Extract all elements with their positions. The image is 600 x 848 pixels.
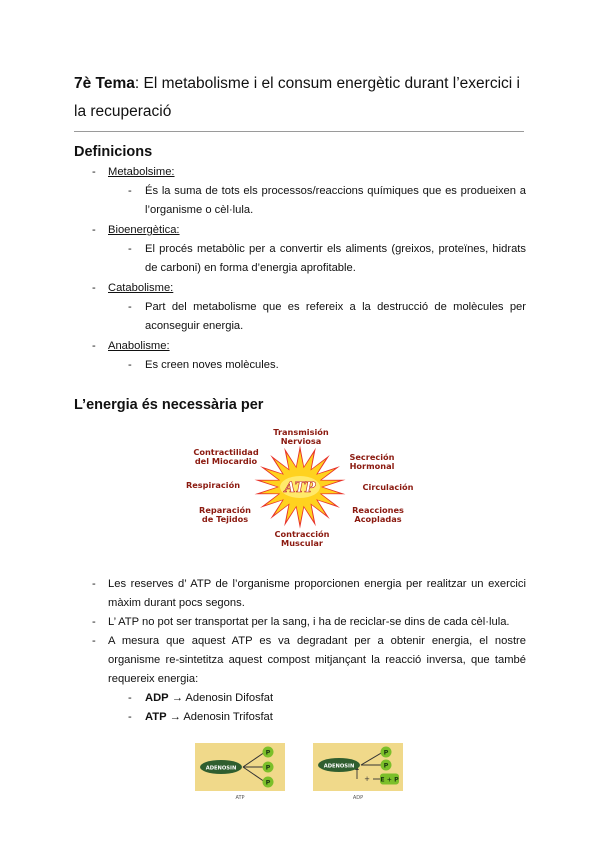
page-title xyxy=(74,70,534,126)
list-bullet: - xyxy=(92,578,96,590)
atp-center-label: ATP xyxy=(284,480,316,496)
energy-heading: L’energia és necessària per xyxy=(74,397,264,413)
label-secrecion-2: Hormonal xyxy=(349,461,395,471)
list-bullet: - xyxy=(92,224,96,236)
definition-term: Catabolisme: xyxy=(108,282,174,294)
phosphate-label: P xyxy=(265,748,271,757)
list-bullet: - xyxy=(128,243,132,255)
label-reacciones-2: Acopladas xyxy=(354,514,402,524)
molecule-caption: ATP xyxy=(235,795,245,800)
molecule-caption: ADP xyxy=(352,795,364,800)
definition-desc: És la suma de tots els processos/reaccions químiques que es produeixen a l’organisme o cèl·lula. xyxy=(145,185,526,216)
definition-term: Bioenergètica: xyxy=(108,224,180,236)
list-bullet: - xyxy=(128,711,132,723)
phosphate-label: P xyxy=(265,763,271,772)
adp-text: → Adenosin Difosfat xyxy=(168,692,274,704)
title-divider xyxy=(74,131,524,132)
adp-molecule-figure xyxy=(313,743,403,800)
energy-bullet: A mesura que aquest ATP es va degradant per a obtenir energia, el nostre organisme re-sintetitza aquest compost mitjançant la reacció inversa, que també requereix energia: xyxy=(108,635,526,685)
list-bullet: - xyxy=(128,692,132,704)
list-bullet: - xyxy=(128,359,132,371)
adenosin-label: ADENOSIN xyxy=(323,763,355,770)
energy-bullet: Les reserves d’ ATP de l’organisme proporcionen energia per realitzar un exercici màxim durant pocs segons. xyxy=(108,578,526,609)
list-bullet: - xyxy=(128,301,132,313)
label-reparacion-1: Reparación xyxy=(199,505,251,515)
label-contraccion-2: Muscular xyxy=(281,538,323,548)
label-contraccion-1: Contracción xyxy=(274,529,330,539)
adp-abbr: ADP xyxy=(145,692,169,704)
atp-abbr: ATP xyxy=(145,711,167,723)
label-secrecion-1: Secreción xyxy=(349,452,395,462)
definition-desc: Part del metabolisme que es refereix a la destrucció de molècules per aconseguir energia. xyxy=(145,301,526,332)
definition-desc: Es creen noves molècules. xyxy=(145,359,279,371)
list-bullet: - xyxy=(92,616,96,628)
label-contractilidad-2: del Miocardio xyxy=(194,456,258,466)
definition-desc: El procés metabòlic per a convertir els aliments (greixos, proteïnes, hidrats de carboni) en forma d’energia aprofitable. xyxy=(145,243,526,274)
list-bullet: - xyxy=(128,185,132,197)
sub-bullet-adp xyxy=(145,689,273,708)
label-reparacion-2: de Tejidos xyxy=(201,514,249,524)
definition-term: Anabolisme: xyxy=(108,340,170,352)
label-reacciones-1: Reacciones xyxy=(352,505,404,515)
label-circulacion: Circulación xyxy=(362,482,414,492)
phosphate-label: P xyxy=(265,778,271,787)
atp-molecule-figure xyxy=(195,743,285,800)
plus-icon: + xyxy=(364,775,370,783)
energy-bullet: L’ ATP no pot ser transportat per la sang, i ha de reciclar-se dins de cada cèl·lula. xyxy=(108,616,510,628)
sub-bullet-atp xyxy=(145,708,273,727)
list-bullet: - xyxy=(92,166,96,178)
definition-term: Metabolsime: xyxy=(108,166,175,178)
title-text: : El metabolisme i el consum energètic durant l’exercici i la recuperació xyxy=(74,75,520,120)
topic-number: 7è Tema xyxy=(74,75,135,92)
atp-uses-diagram xyxy=(180,424,420,550)
label-transmision-1: Transmisión xyxy=(273,427,329,437)
definitions-heading: Definicions xyxy=(74,144,153,160)
list-bullet: - xyxy=(92,282,96,294)
atp-text: → Adenosin Trifosfat xyxy=(166,711,273,723)
adenosin-label: ADENOSIN xyxy=(205,765,237,772)
label-contractilidad-1: Contractilidad xyxy=(193,447,259,457)
list-bullet: - xyxy=(92,340,96,352)
phosphate-label: P xyxy=(383,761,389,770)
label-respiracion: Respiración xyxy=(185,480,241,490)
phosphate-label: P xyxy=(383,748,389,757)
label-transmision-2: Nerviosa xyxy=(280,436,322,446)
energy-phosphate-label: E + P xyxy=(380,776,399,784)
list-bullet: - xyxy=(92,635,96,647)
